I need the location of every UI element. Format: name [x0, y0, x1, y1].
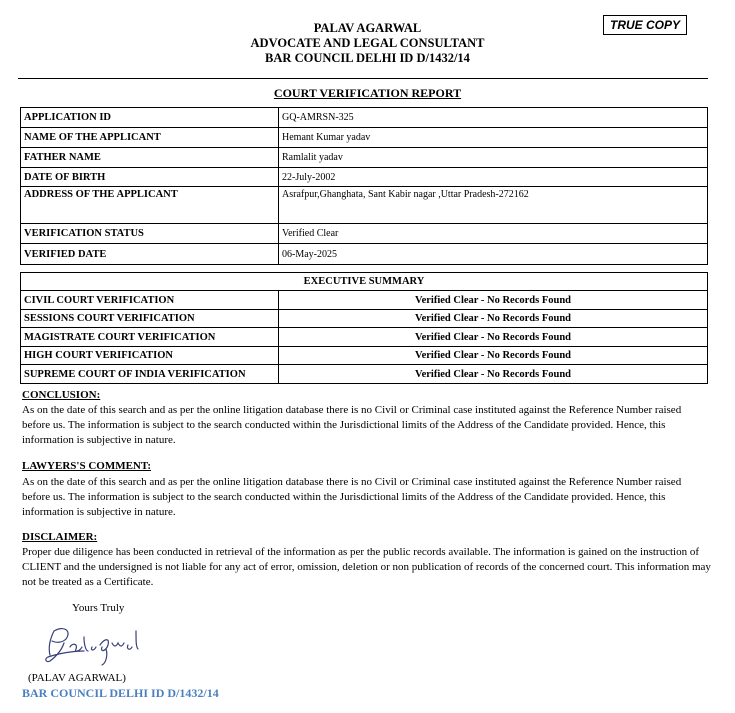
details-label: FATHER NAME: [21, 148, 279, 168]
table-row: [21, 273, 708, 291]
details-label: ADDRESS OF THE APPLICANT: [21, 187, 279, 224]
details-value: 22-July-2002: [279, 168, 708, 187]
details-value: GQ-AMRSN-325: [279, 108, 708, 128]
table-row: [21, 168, 708, 187]
bar-council-id: BAR COUNCIL DELHI ID D/1432/14: [265, 51, 470, 65]
conclusion-text: As on the date of this search and as per the online litigation database there is no Civil or Criminal case instituted against the Reference Number raised before us. The information is subject to the search conducted within the Jurisdictional limits of the Address of the Candidate provided. Hence, this information is subjective in nature.: [22, 404, 682, 446]
disclaimer-text: Proper due diligence has been conducted in retrieval of the information as per the public records available. The information is gained on the instruction of CLIENT and the undersigned is not liable for any act of error, omission, deletion or non publication of records of the concerned court. This information may not be treated as a Certificate.: [22, 546, 711, 588]
disclaimer-title: DISCLAIMER:: [22, 531, 98, 543]
details-label: DATE OF BIRTH: [21, 168, 279, 187]
summary-label: HIGH COURT VERIFICATION: [21, 347, 279, 365]
applicant-details-table: [20, 107, 708, 265]
table-row: [21, 148, 708, 168]
summary-value: Verified Clear - No Records Found: [279, 291, 708, 310]
conclusion-title: CONCLUSION:: [22, 389, 101, 401]
table-row: [21, 291, 708, 310]
table-row: [21, 310, 708, 328]
table-row: [21, 244, 708, 265]
details-value: Hemant Kumar yadav: [279, 128, 708, 148]
table-row: [21, 128, 708, 148]
advocate-title: ADVOCATE AND LEGAL CONSULTANT: [250, 36, 485, 50]
signature-image: [40, 617, 150, 669]
summary-label: CIVIL COURT VERIFICATION: [21, 291, 279, 310]
report-title: COURT VERIFICATION REPORT: [273, 86, 462, 100]
lawyer-comment-title: LAWYERS'S COMMENT:: [22, 460, 152, 472]
signatory-name: (PALAV AGARWAL): [28, 672, 126, 684]
table-row: [21, 365, 708, 384]
summary-label: SESSIONS COURT VERIFICATION: [21, 310, 279, 328]
table-row: [21, 187, 708, 224]
summary-heading: EXECUTIVE SUMMARY: [21, 273, 708, 291]
details-value: 06-May-2025: [279, 244, 708, 265]
summary-value: Verified Clear - No Records Found: [279, 310, 708, 328]
footer-bar-council-id: BAR COUNCIL DELHI ID D/1432/14: [22, 686, 219, 700]
table-row: [21, 224, 708, 244]
details-label: VERIFIED DATE: [21, 244, 279, 265]
lawyer-comment-text: As on the date of this search and as per the online litigation database there is no Civil or Criminal case instituted against the Reference Number raised before us. The information is subject to the search conducted within the Jurisdictional limits of the Address of the Candidate provided. Hence, this information is subjective in nature.: [22, 476, 682, 518]
summary-value: Verified Clear - No Records Found: [279, 347, 708, 365]
details-label: VERIFICATION STATUS: [21, 224, 279, 244]
true-copy-stamp: TRUE COPY: [603, 15, 687, 35]
details-value: Asrafpur,Ghanghata, Sant Kabir nagar ,Uttar Pradesh-272162: [279, 187, 708, 224]
details-label: APPLICATION ID: [21, 108, 279, 128]
details-label: NAME OF THE APPLICANT: [21, 128, 279, 148]
summary-value: Verified Clear - No Records Found: [279, 328, 708, 347]
table-row: [21, 108, 708, 128]
closing-salutation: Yours Truly: [72, 602, 125, 614]
details-value: Ramlalit yadav: [279, 148, 708, 168]
summary-label: MAGISTRATE COURT VERIFICATION: [21, 328, 279, 347]
summary-value: Verified Clear - No Records Found: [279, 365, 708, 384]
details-value: Verified Clear: [279, 224, 708, 244]
executive-summary-table: [20, 272, 708, 384]
table-row: [21, 328, 708, 347]
table-row: [21, 347, 708, 365]
summary-label: SUPREME COURT OF INDIA VERIFICATION: [21, 365, 279, 384]
header-divider: [18, 78, 708, 79]
advocate-name: PALAV AGARWAL: [313, 21, 422, 35]
